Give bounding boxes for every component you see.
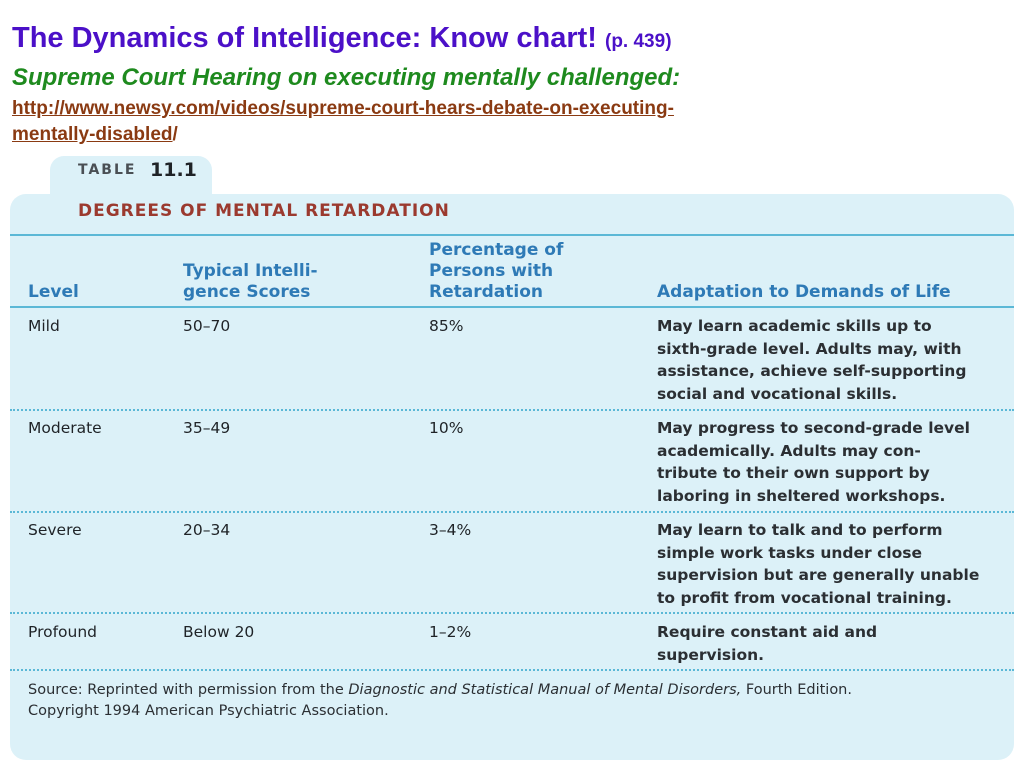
- adaptation-line: May learn to talk and to perform: [657, 521, 943, 539]
- header-line: Persons with: [429, 261, 554, 281]
- column-header-percentage: [429, 240, 563, 303]
- adaptation-line: tribute to their own support by: [657, 464, 930, 482]
- cell-scores: Below 20: [183, 623, 255, 641]
- header-line: Typical Intelli-: [183, 261, 318, 281]
- source-copyright: Copyright 1994 American Psychiatric Association.: [28, 703, 389, 719]
- adaptation-line: social and vocational skills.: [657, 384, 898, 403]
- row-divider: [10, 612, 1014, 614]
- cell-adaptation: [657, 315, 1009, 405]
- source-book-title: Diagnostic and Statistical Manual of Mental Disorders,: [348, 682, 742, 698]
- row-divider: [10, 409, 1014, 411]
- source-note: [28, 680, 998, 722]
- adaptation-line: supervision.: [657, 645, 765, 664]
- cell-adaptation: [657, 519, 1009, 609]
- cell-scores: 50–70: [183, 317, 231, 335]
- video-link-line1[interactable]: http://www.newsy.com/videos/supreme-court-hears-debate-on-executing-: [12, 98, 674, 119]
- adaptation-line: to profit from vocational training.: [657, 588, 952, 607]
- header-top-rule: [10, 234, 1014, 236]
- cell-level: Severe: [28, 521, 82, 539]
- adaptation-line: simple work tasks under close: [657, 543, 922, 562]
- adaptation-line: Require constant aid and: [657, 623, 878, 641]
- header-bottom-rule: [10, 306, 1014, 308]
- row-divider: [10, 511, 1014, 513]
- adaptation-line: academically. Adults may con-: [657, 441, 921, 460]
- video-link[interactable]: [12, 96, 952, 148]
- adaptation-line: May learn academic skills up to: [657, 317, 932, 335]
- slide-subtitle: Supreme Court Hearing on executing mentally challenged:: [12, 64, 681, 91]
- adaptation-line: supervision but are generally unable: [657, 566, 980, 584]
- cell-scores: 20–34: [183, 521, 231, 539]
- header-line: Retardation: [429, 282, 543, 302]
- source-suffix: Fourth Edition.: [741, 682, 852, 698]
- header-line: Level: [28, 282, 79, 302]
- column-header-scores: [183, 261, 318, 303]
- cell-adaptation: [657, 621, 1009, 666]
- cell-percentage: 10%: [429, 419, 464, 437]
- slide-title-text: The Dynamics of Intelligence: Know chart!: [12, 22, 597, 54]
- table-number: 11.1: [150, 159, 197, 181]
- adaptation-line: laboring in sheltered workshops.: [657, 486, 946, 505]
- source-prefix: Source: Reprinted with permission from the: [28, 682, 349, 698]
- cell-scores: 35–49: [183, 419, 231, 437]
- header-line: gence Scores: [183, 282, 311, 302]
- cell-adaptation: [657, 417, 1009, 507]
- adaptation-line: May progress to second-grade level: [657, 419, 970, 437]
- cell-percentage: 85%: [429, 317, 464, 335]
- cell-level: Mild: [28, 317, 60, 335]
- table-label: TABLE: [78, 162, 137, 178]
- adaptation-line: sixth-grade level. Adults may, with: [657, 339, 962, 358]
- cell-percentage: 1–2%: [429, 623, 472, 641]
- cell-level: Moderate: [28, 419, 102, 437]
- adaptation-line: assistance, achieve self-supporting: [657, 362, 967, 380]
- header-line: Percentage of: [429, 240, 564, 260]
- table-caption: DEGREES OF MENTAL RETARDATION: [78, 201, 450, 221]
- cell-percentage: 3–4%: [429, 521, 472, 539]
- video-link-tail[interactable]: /: [172, 124, 178, 145]
- video-link-line2[interactable]: mentally-disabled: [12, 124, 173, 145]
- cell-level: Profound: [28, 623, 98, 641]
- column-header-adaptation: [657, 282, 951, 303]
- header-line: Adaptation to Demands of Life: [657, 282, 951, 302]
- column-header-level: [28, 282, 79, 303]
- slide-title: [12, 22, 672, 55]
- page-reference: (p. 439): [605, 31, 672, 52]
- row-divider: [10, 669, 1014, 671]
